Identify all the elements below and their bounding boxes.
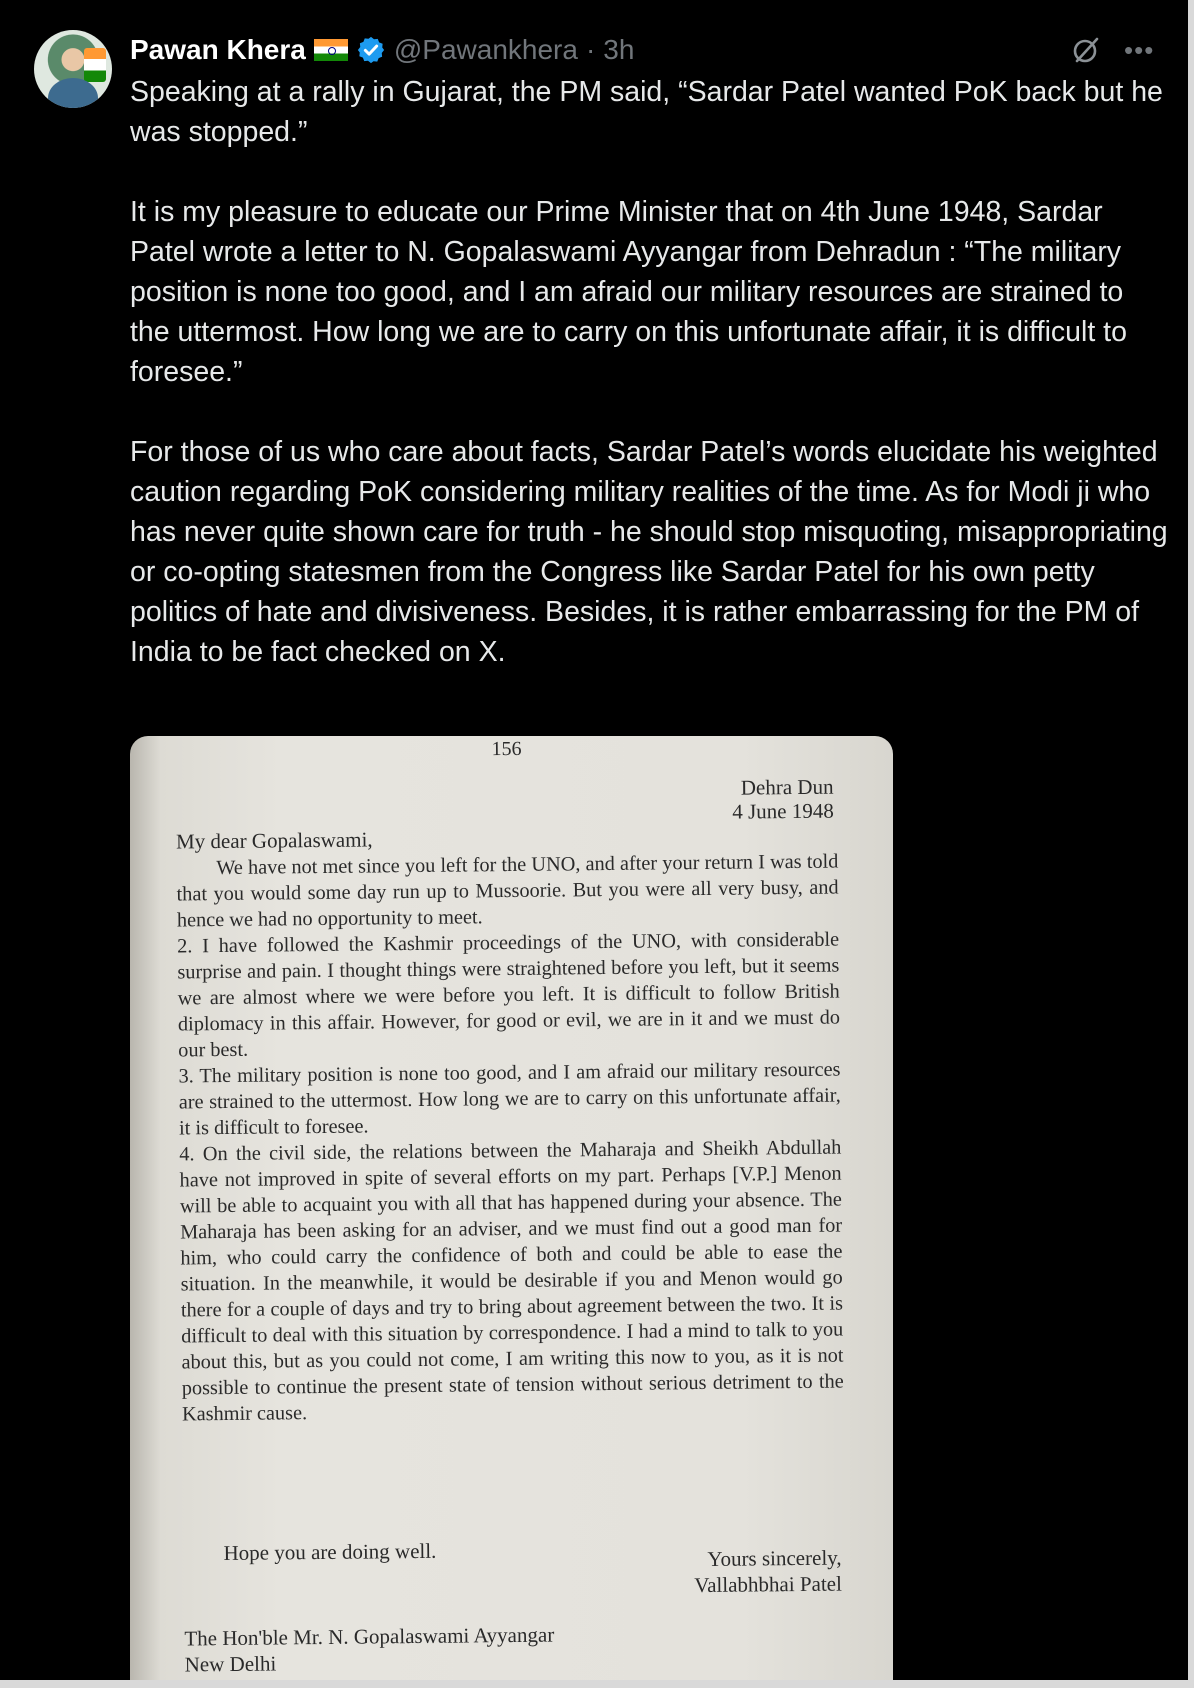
tweet-header [130,32,634,68]
separator-dot: · [585,34,596,65]
letter-dateline [732,775,834,824]
grok-icon[interactable] [1070,34,1102,66]
letter-closing: Hope you are doing well. [223,1538,437,1566]
tweet-text [130,72,1170,672]
more-options-icon[interactable]: ••• [1124,35,1155,65]
timestamp[interactable]: 3h [603,34,635,65]
letter-body [176,849,844,1428]
letter-paragraph: 4. On the civil side, the relations between the Maharaja and Sheikh Abdullah have not improved in spite of several efforts on my part. Perhaps [V.P.] Menon will be able to acquaint you with all that has happened during your absence. The Maharaja has been asking for an adviser, and we must find out a good man for him, who could carry the confidence of both and could be able to ease the situation. In the meanwhile, it would be desirable if you and Menon would go there for a couple of days and try to bring about agreement between the two. It is difficult to deal with this situation by correspondence. I had a mind to talk to you about this, but as you could not come, I am writing this now to you, as it is not possible to continue the present state of tension without serious detriment to the Kashmir cause. [179,1136,844,1426]
letter-date: 4 June 1948 [732,798,834,824]
letter-addressee [184,1622,554,1678]
attached-photo[interactable] [130,736,893,1688]
verified-badge-icon[interactable] [356,35,386,65]
tweet-paragraph: For those of us who care about facts, Sardar Patel’s words elucidate his weighted caution regarding PoK considering military realities of the time. As for Modi ji who has never quite shown care for truth - he should stop misquoting, misappropriating or co-opting statesmen from the Congress like Sardar Patel for his own petty politics of hate and divisiveness. Besides, it is rather embarrassing for the PM of India to be fact checked on X. [130,436,1168,668]
author-handle[interactable]: @Pawankhera [393,34,578,65]
letter-salutation: My dear Gopalaswami, [175,827,373,854]
letter-signature: Vallabhbhai Patel [694,1571,842,1598]
tweet-paragraph: Speaking at a rally in Gujarat, the PM said, “Sardar Patel wanted PoK back but he was stopped.” [130,76,1163,148]
letter-paragraph: 3. The military position is none too good, and I am afraid our military resources are strained to the uttermost. How long we are to carry on this unfortunate affair, it is difficult to foresee. [178,1058,841,1140]
page-number: 156 [491,737,522,761]
india-flag-icon [314,39,348,61]
letter-paragraph: We have not met since you left for the UNO, and after your return I was told that you would some day run up to Mussoorie. But you were all very busy, and hence we had no opportunity to meet. [176,850,839,932]
letter-signoff [694,1545,842,1599]
addressee-name: The Hon'ble Mr. N. Gopalaswami Ayyangar [184,1622,555,1651]
letter-yours: Yours sincerely, [707,1545,842,1571]
letter-place: Dehra Dun [740,774,834,800]
addressee-city: New Delhi [184,1651,277,1677]
author-name[interactable]: Pawan Khera [130,34,306,65]
letter-page [130,736,893,1688]
letter-paragraph: 2. I have followed the Kashmir proceedings of the UNO, with considerable surprise and pain. I thought things were straightened before you left, but it seems we are almost where we were before you left. It is difficult to follow British diplomacy in this affair. However, for good or evil, we are in it and we must do our best. [177,928,841,1062]
tweet-paragraph: It is my pleasure to educate our Prime Minister that on 4th June 1948, Sardar Patel wrote a letter to N. Gopalaswami Ayyangar from Dehradun : “The military position is none too good, and I am afraid our military resources are strained to the uttermost. How long we are to carry on this unfortunate affair, it is difficult to foresee.” [130,196,1127,388]
avatar[interactable] [34,30,112,108]
